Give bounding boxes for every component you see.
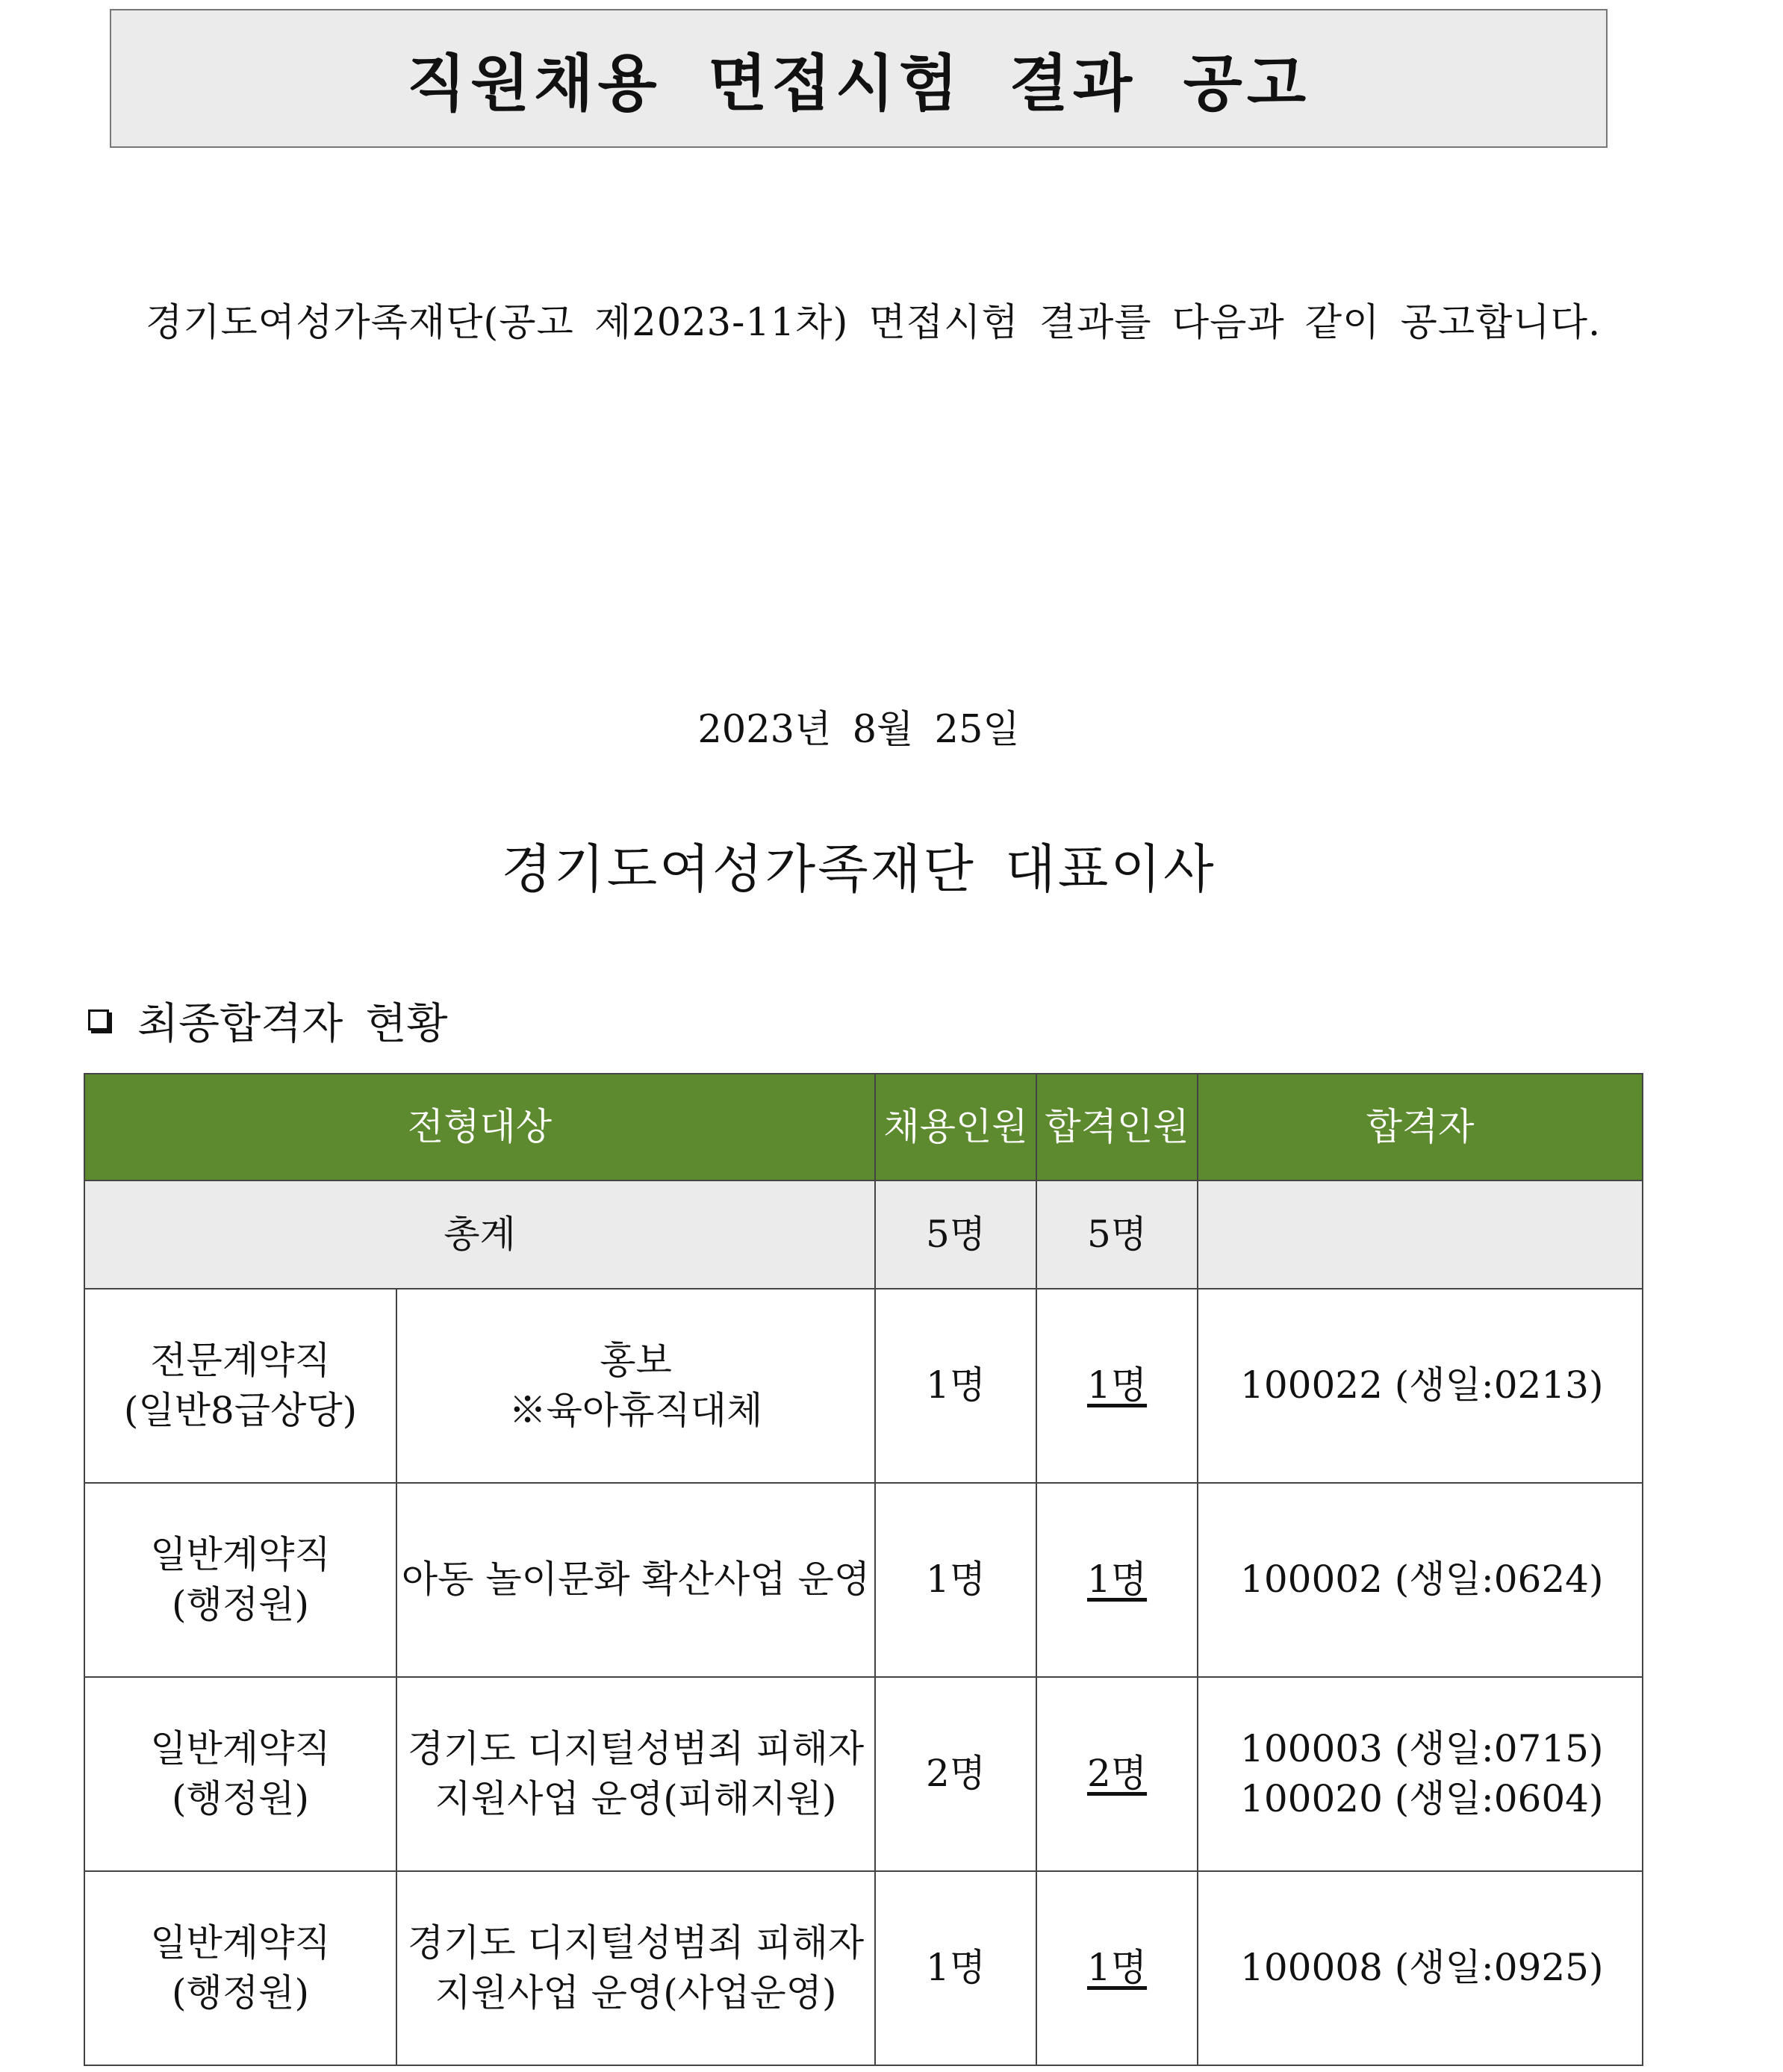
- hire-count: 1명: [875, 1289, 1036, 1483]
- total-pass: 5명: [1036, 1180, 1198, 1289]
- passers: [1198, 1677, 1643, 1871]
- job-field-line: 아동 놀이문화 확산사업 운영: [401, 1558, 871, 1602]
- table-header-row: [84, 1074, 1643, 1180]
- total-row: [84, 1180, 1643, 1289]
- results-table: [84, 1073, 1643, 2066]
- job-field: [396, 1483, 875, 1677]
- job-type: [84, 1289, 396, 1483]
- intro-text: 경기도여성가족재단(공고 제2023-11차) 면접시험 결과를 다음과 같이 공고합니다.: [146, 301, 1602, 345]
- job-type-line: 일반계약직: [150, 1532, 331, 1576]
- table-row: [84, 1677, 1643, 1871]
- job-type-line: 일반계약직: [150, 1920, 331, 1964]
- pass-count-value: 1명: [1086, 1363, 1148, 1407]
- checkbox-bullet-icon: [88, 1009, 109, 1030]
- job-type: [84, 1483, 396, 1677]
- pass-count: [1036, 1677, 1198, 1871]
- job-type-line: 일반계약직: [150, 1726, 331, 1770]
- job-type-line: (일반8급상당): [123, 1389, 358, 1432]
- pass-count-value: 1명: [1086, 1558, 1148, 1602]
- page-title: 직원채용 면접시험 결과 공고: [406, 48, 1311, 119]
- table-row: [84, 1289, 1643, 1483]
- job-field-line: 홍보: [600, 1338, 672, 1382]
- job-type-line: (행정원): [172, 1777, 309, 1820]
- header-target: 전형대상: [84, 1074, 875, 1180]
- header-hire-count: 채용인원: [875, 1074, 1036, 1180]
- job-field-line: 지원사업 운영(피해지원): [435, 1777, 837, 1820]
- job-type-line: 전문계약직: [150, 1338, 331, 1382]
- passer-entry: 100008 (생일:0925): [1240, 1946, 1604, 1990]
- hire-count: 1명: [875, 1871, 1036, 2065]
- header-passers: 합격자: [1198, 1074, 1643, 1180]
- passer-entry: 100003 (생일:0715): [1240, 1726, 1604, 1770]
- table-row: [84, 1871, 1643, 2065]
- signer: 경기도여성가족재단 대표이사: [501, 839, 1216, 900]
- job-type-line: (행정원): [172, 1583, 309, 1626]
- header-pass-count: 합격인원: [1036, 1074, 1198, 1180]
- table-row: [84, 1483, 1643, 1677]
- job-type: [84, 1677, 396, 1871]
- total-label: 총계: [84, 1180, 875, 1289]
- job-field: [396, 1289, 875, 1483]
- announcement-date: 2023년 8월 25일: [697, 708, 1020, 752]
- job-field-line: ※육아휴직대체: [508, 1389, 763, 1432]
- job-field: [396, 1677, 875, 1871]
- job-field: [396, 1871, 875, 2065]
- total-passers: [1198, 1180, 1643, 1289]
- passers: [1198, 1289, 1643, 1483]
- total-hire: 5명: [875, 1180, 1036, 1289]
- job-type: [84, 1871, 396, 2065]
- pass-count: [1036, 1871, 1198, 2065]
- passers: [1198, 1483, 1643, 1677]
- passer-entry: 100002 (생일:0624): [1240, 1558, 1604, 1602]
- job-field-line: 경기도 디지털성범죄 피해자: [407, 1920, 865, 1964]
- hire-count: 1명: [875, 1483, 1036, 1677]
- job-type-line: (행정원): [172, 1971, 309, 2015]
- pass-count-value: 1명: [1086, 1946, 1148, 1990]
- passer-entry: 100020 (생일:0604): [1240, 1777, 1604, 1820]
- section-title: 최종합격자 현황: [137, 999, 448, 1048]
- section-heading: [88, 989, 448, 1051]
- passers: [1198, 1871, 1643, 2065]
- hire-count: 2명: [875, 1677, 1036, 1871]
- pass-count: [1036, 1483, 1198, 1677]
- title-box: [110, 9, 1608, 148]
- job-field-line: 지원사업 운영(사업운영): [435, 1971, 837, 2015]
- passer-entry: 100022 (생일:0213): [1240, 1363, 1604, 1407]
- pass-count: [1036, 1289, 1198, 1483]
- pass-count-value: 2명: [1086, 1752, 1148, 1796]
- job-field-line: 경기도 디지털성범죄 피해자: [407, 1726, 865, 1770]
